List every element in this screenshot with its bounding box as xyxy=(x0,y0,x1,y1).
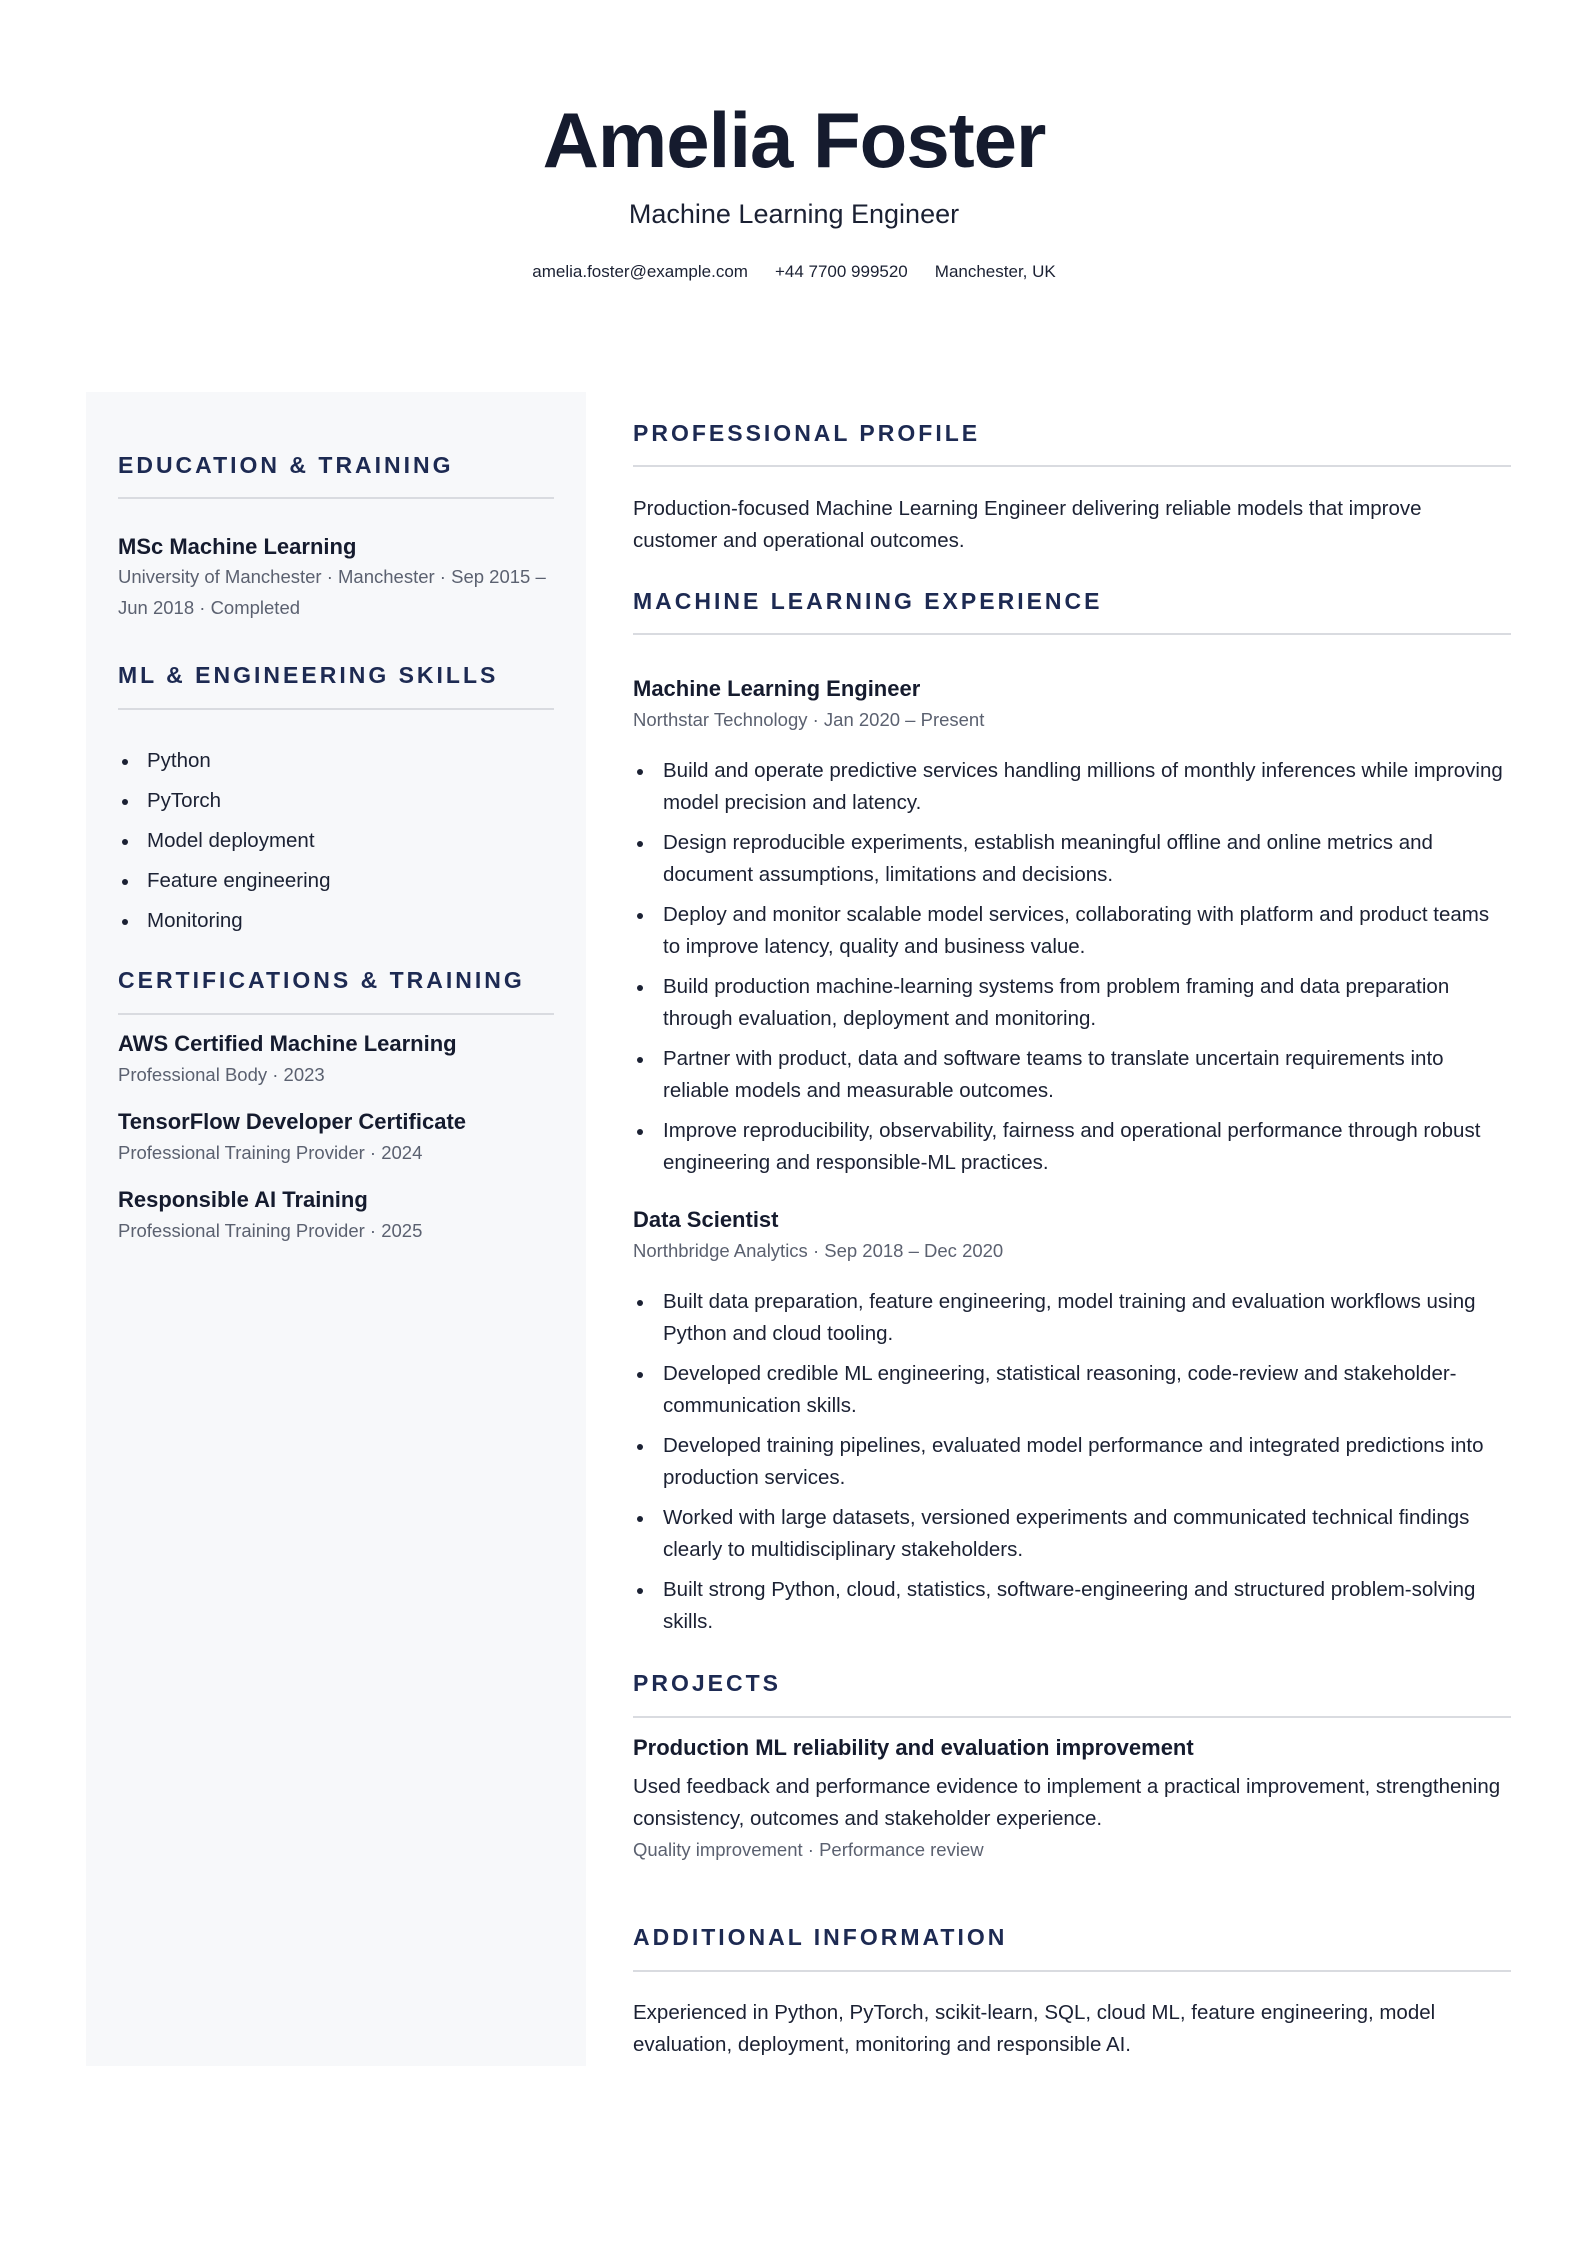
job-bullet: Partner with product, data and software teams to translate uncertain requirements into reliable models and measurable outcomes. xyxy=(633,1043,1511,1107)
profile-text: Production-focused Machine Learning Engineer delivering reliable models that improve customer and operational outcomes. xyxy=(633,497,1422,552)
job-bullet: Built data preparation, feature engineering, model training and evaluation workflows using Python and cloud tooling. xyxy=(633,1286,1511,1350)
certification-item xyxy=(118,1107,554,1168)
certifications-divider xyxy=(118,1013,554,1015)
education-degree: MSc Machine Learning xyxy=(118,534,357,559)
project-title: Production ML reliability and evaluation improvement xyxy=(633,1735,1194,1760)
education-divider xyxy=(118,497,554,499)
experience-heading: MACHINE LEARNING EXPERIENCE xyxy=(633,588,1103,614)
certification-name: TensorFlow Developer Certificate xyxy=(118,1109,467,1134)
job-bullet: Build and operate predictive services handling millions of monthly inferences while improving model precision and latency. xyxy=(633,755,1511,819)
experience-divider xyxy=(633,633,1511,635)
additional-heading: ADDITIONAL INFORMATION xyxy=(633,1924,1008,1950)
candidate-title: Machine Learning Engineer xyxy=(628,199,960,229)
project-description: Used feedback and performance evidence to implement a practical improvement, strengthening consistency, outcomes and stakeholder experience. xyxy=(633,1775,1501,1830)
project-tags: Quality improvement · Performance review xyxy=(633,1839,984,1860)
certification-name: Responsible AI Training xyxy=(118,1187,368,1212)
certification-item xyxy=(118,1029,554,1090)
profile-heading: PROFESSIONAL PROFILE xyxy=(633,420,981,446)
project-entry xyxy=(633,1733,1511,1865)
job-title: Machine Learning Engineer xyxy=(633,676,921,701)
contact-phone[interactable]: +44 7700 999520 xyxy=(774,262,908,281)
job-bullet: Built strong Python, cloud, statistics, software-engineering and structured problem-solving skills. xyxy=(633,1574,1511,1638)
job-bullet: Developed credible ML engineering, statistical reasoning, code-review and stakeholder-communication skills. xyxy=(633,1358,1511,1422)
education-details: University of Manchester · Manchester · Sep 2015 – Jun 2018 · Completed xyxy=(118,566,546,618)
skill-item: Python xyxy=(118,741,554,781)
job-title: Data Scientist xyxy=(633,1207,779,1232)
skill-item: Model deployment xyxy=(118,821,554,861)
projects-heading: PROJECTS xyxy=(633,1670,781,1696)
job-bullet: Build production machine-learning systems from problem framing and data preparation through evaluation, deployment and monitoring. xyxy=(633,971,1511,1035)
skill-item: Feature engineering xyxy=(118,861,554,901)
certification-name: AWS Certified Machine Learning xyxy=(118,1031,457,1056)
education-heading: EDUCATION & TRAINING xyxy=(118,452,454,478)
candidate-name: Amelia Foster xyxy=(542,96,1046,184)
certification-details: Professional Training Provider · 2025 xyxy=(118,1220,423,1241)
skills-heading: ML & ENGINEERING SKILLS xyxy=(118,662,499,688)
job-bullet: Developed training pipelines, evaluated model performance and integrated predictions into production services. xyxy=(633,1430,1511,1494)
skill-item: Monitoring xyxy=(118,901,554,941)
contact-email[interactable]: amelia.foster@example.com xyxy=(532,262,748,281)
job-bullets xyxy=(633,755,1511,1179)
projects-divider xyxy=(633,1716,1511,1718)
additional-text: Experienced in Python, PyTorch, scikit-learn, SQL, cloud ML, feature engineering, model evaluation, deployment, monitoring and responsible AI. xyxy=(633,2001,1436,2056)
certification-details: Professional Training Provider · 2024 xyxy=(118,1142,423,1163)
job-bullet: Improve reproducibility, observability, fairness and operational performance through robust engineering and responsible-ML practices. xyxy=(633,1115,1511,1179)
skills-divider xyxy=(118,708,554,710)
job-bullet: Design reproducible experiments, establish meaningful offline and online metrics and document assumptions, limitations and decisions. xyxy=(633,827,1511,891)
job-bullets xyxy=(633,1286,1511,1638)
contact-location: Manchester, UK xyxy=(934,262,1056,281)
sidebar xyxy=(86,392,586,2066)
job-bullet: Worked with large datasets, versioned experiments and communicated technical findings clearly to multidisciplinary stakeholders. xyxy=(633,1502,1511,1566)
certification-details: Professional Body · 2023 xyxy=(118,1064,325,1085)
job-meta: Northstar Technology · Jan 2020 – Present xyxy=(633,709,985,730)
certifications-heading: CERTIFICATIONS & TRAINING xyxy=(118,967,525,993)
profile-divider xyxy=(633,465,1511,467)
certification-item xyxy=(118,1185,554,1246)
job-entry xyxy=(633,1205,1511,1646)
job-entry xyxy=(633,674,1511,1187)
additional-divider xyxy=(633,1970,1511,1972)
contact-line xyxy=(0,260,1588,284)
job-bullet: Deploy and monitor scalable model services, collaborating with platform and product teams to improve latency, quality and business value. xyxy=(633,899,1511,963)
job-meta: Northbridge Analytics · Sep 2018 – Dec 2020 xyxy=(633,1240,1004,1261)
skills-list xyxy=(118,741,554,941)
skill-item: PyTorch xyxy=(118,781,554,821)
